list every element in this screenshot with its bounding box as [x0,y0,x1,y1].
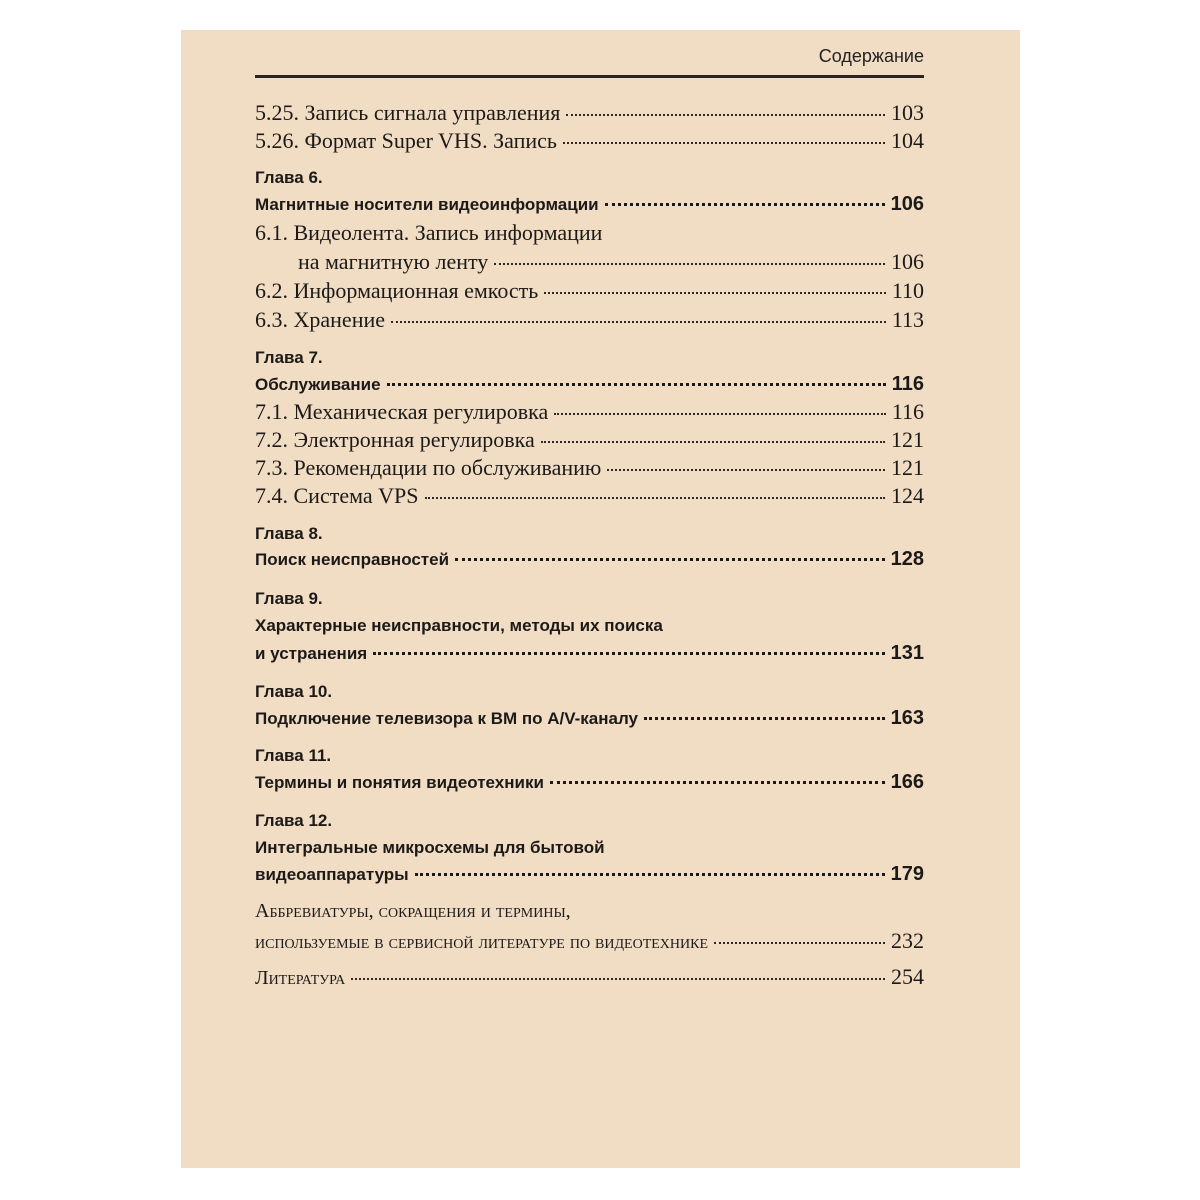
toc-entry-7-1[interactable] [255,399,924,425]
toc-chapter-6[interactable] [255,193,924,216]
section-number: 6.2. [255,278,288,303]
chapter-title: Термины и понятия видеотехники [255,773,544,792]
appendix-title: Литература [255,967,346,989]
section-number: 5.25. [255,100,299,125]
page-number: 131 [890,642,924,664]
toc-chapter-12-line1[interactable] [255,838,605,858]
section-number: 7.1. [255,399,288,424]
section-title: Запись сигнала управления [304,100,561,125]
page-number: 121 [891,455,924,480]
running-title: Содержание [818,46,924,66]
dot-leader [644,717,885,720]
section-number: 7.2. [255,427,288,452]
dot-leader [550,781,885,784]
toc-chapter-9-line1[interactable] [255,616,663,636]
page-number: 128 [890,548,924,570]
chapter-label-11: Глава 11. [255,746,332,765]
section-title: Информационная емкость [293,278,539,303]
page-number: 166 [890,771,924,793]
dot-leader [415,873,885,876]
dot-leader [425,497,886,499]
chapter-label-6: Глава 6. [255,168,323,187]
toc-entry-5-25[interactable] [255,100,924,126]
appendix-title: Аббревиатуры, сокращения и термины, [255,900,571,922]
dot-leader [351,978,885,980]
dot-leader [494,263,885,265]
dot-leader [373,652,884,655]
appendix-title-continued: используемые в сервисной литературе по видеотехнике [255,931,709,953]
section-title: Рекомендации по обслуживанию [293,455,602,480]
toc-chapter-9-line2[interactable] [255,642,924,665]
chapter-title-continued: и устранения [255,644,368,663]
page-number: 106 [891,249,924,274]
chapter-title: Интегральные микросхемы для бытовой [255,838,605,857]
toc-chapter-12-line2[interactable] [255,863,924,886]
toc-literature[interactable] [255,964,924,990]
chapter-title-continued: видеоаппаратуры [255,865,409,884]
chapter-label-8: Глава 8. [255,524,323,543]
page-number: 106 [890,193,924,215]
page-number: 163 [890,707,924,729]
section-number: 6.1. [255,220,288,245]
toc-chapter-11[interactable] [255,771,924,794]
chapter-title: Магнитные носители видеоинформации [255,195,599,214]
dot-leader [387,383,886,386]
section-title: Электронная регулировка [293,427,535,452]
toc-chapter-8[interactable] [255,548,924,571]
chapter-title: Подключение телевизора к ВМ по A/V-каналу [255,709,639,728]
page-number: 113 [891,307,924,332]
page-number: 232 [891,928,924,953]
page-number: 103 [891,100,924,125]
section-title-continued: на магнитную ленту [298,249,489,274]
page-number: 116 [891,399,924,424]
section-number: 5.26. [255,128,299,153]
section-title: Хранение [293,307,386,332]
header-rule [255,75,924,78]
dot-leader [544,292,885,294]
dot-leader [563,142,885,144]
dot-leader [455,558,885,561]
section-number: 7.4. [255,483,288,508]
section-number: 6.3. [255,307,288,332]
section-title: Механическая регулировка [293,399,549,424]
dot-leader [714,942,885,944]
toc-entry-6-3[interactable] [255,307,924,333]
page-number: 179 [890,863,924,885]
section-title: Формат Super VHS. Запись [304,128,557,153]
section-number: 7.3. [255,455,288,480]
chapter-label-9: Глава 9. [255,589,323,608]
toc-abbreviations-line1[interactable] [255,900,571,923]
toc-abbreviations-line2[interactable] [255,928,924,954]
page-number: 104 [891,128,924,153]
page-number: 124 [891,483,924,508]
book-page [181,30,1020,1168]
toc-entry-6-2[interactable] [255,278,924,304]
dot-leader [607,469,885,471]
toc-entry-6-1-line2[interactable] [298,249,924,275]
toc-entry-6-1-line1[interactable] [255,220,602,246]
toc-entry-7-2[interactable] [255,427,924,453]
toc-chapter-7[interactable] [255,373,924,396]
page-number: 121 [891,427,924,452]
chapter-title: Обслуживание [255,375,381,394]
chapter-label-12: Глава 12. [255,811,333,830]
chapter-label-10: Глава 10. [255,682,333,701]
chapter-title: Поиск неисправностей [255,550,450,569]
dot-leader [566,114,885,116]
page-number: 116 [891,373,924,395]
dot-leader [391,321,886,323]
page-number: 110 [891,278,924,303]
toc-chapter-10[interactable] [255,707,924,730]
toc-entry-7-4[interactable] [255,483,924,509]
chapter-title: Характерные неисправности, методы их поиска [255,616,663,635]
dot-leader [605,203,885,206]
dot-leader [554,413,886,415]
section-title: Система VPS [293,483,419,508]
toc-entry-7-3[interactable] [255,455,924,481]
chapter-label-7: Глава 7. [255,348,323,367]
section-title: Видеолента. Запись информации [293,220,603,245]
dot-leader [541,441,885,443]
page-number: 254 [891,964,924,989]
toc-entry-5-26[interactable] [255,128,924,154]
